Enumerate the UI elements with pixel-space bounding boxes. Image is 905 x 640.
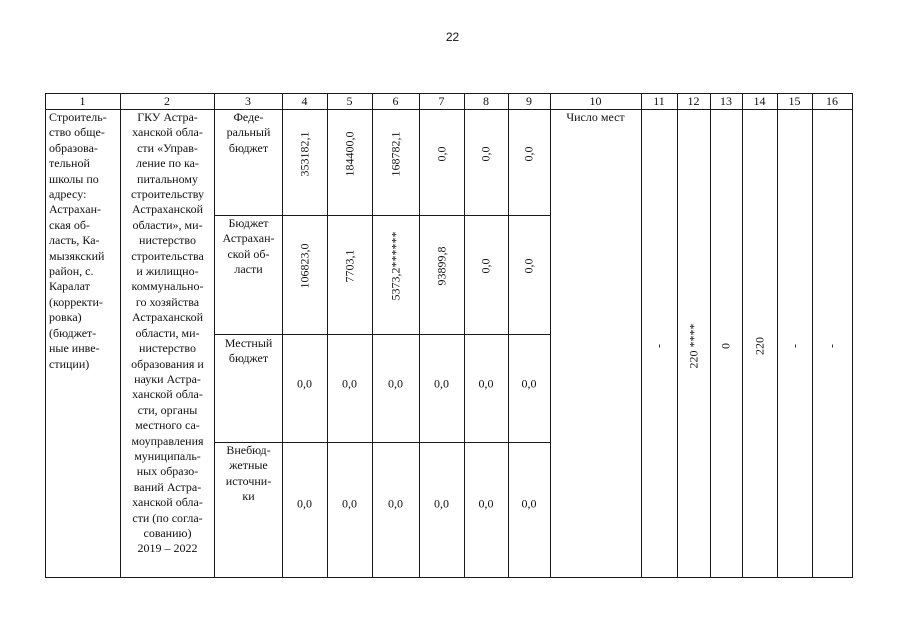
value-cell: 0,0 — [434, 146, 448, 162]
column-header: 3 — [245, 94, 251, 108]
value-cell: 0,0 — [521, 258, 536, 274]
source-regional: Бюджет Астрахан- ской об- ласти — [222, 216, 275, 277]
value-cell: 0,0 — [478, 496, 494, 511]
column-header: 16 — [826, 94, 838, 108]
value-cell: 0,0 — [297, 496, 312, 511]
value-cell: 0,0 — [521, 146, 536, 162]
executor-name: ГКУ Астра- ханской обла- сти «Управ- ление по ка- питальному строительству Астраханской области», ми- нистерство строительства и жилищно- коммунально- го хозяйства Астраханской области, ми- нистерство образования и науки Астра- ханской обла- сти, органы местного са- моуправления муниципаль- ных образо- ваний Астра- ханской обла- сти (по согла- сованию) 2019 – 2022 — [131, 110, 204, 556]
column-header: 7 — [438, 94, 445, 108]
value-cell: 0,0 — [434, 376, 449, 391]
column-header: 14 — [753, 94, 766, 108]
source-federal: Феде- ральный бюджет — [226, 110, 271, 155]
value-cell: 106823,0 — [297, 243, 311, 289]
value-cell: 0,0 — [297, 376, 312, 391]
col-border-12 — [710, 93, 711, 578]
value-cell: 353182,1 — [297, 131, 311, 177]
value-cell: 184400,0 — [342, 131, 356, 177]
page-number: 22 — [445, 30, 460, 44]
col-border-9 — [550, 93, 551, 578]
col-border-10 — [641, 93, 642, 578]
table-border-bottom — [45, 577, 853, 578]
row-separator-2 — [214, 334, 550, 335]
value-cell: 0,0 — [478, 376, 494, 391]
column-header: 12 — [687, 94, 700, 108]
col-border-11 — [677, 93, 678, 578]
value-cell: 0,0 — [342, 376, 357, 391]
value-cell: 168782,1 — [388, 131, 402, 177]
value-cell: 0,0 — [521, 496, 537, 511]
col-border-7 — [464, 93, 465, 578]
column-header: 2 — [164, 94, 170, 108]
indicator-value: 220 — [752, 337, 766, 355]
column-header: 15 — [788, 94, 801, 108]
value-cell: 0,0 — [434, 496, 449, 511]
source-local: Местный бюджет — [224, 336, 273, 366]
col-border-3 — [282, 93, 283, 578]
indicator-value: - — [824, 344, 839, 348]
value-cell: 5373,2****** — [388, 231, 402, 301]
col-border-8 — [508, 93, 509, 578]
value-cell: 0,0 — [388, 496, 403, 511]
col-border-14 — [777, 93, 778, 578]
indicator-value: - — [651, 344, 666, 348]
col-border-13 — [742, 93, 743, 578]
column-header: 11 — [653, 94, 665, 108]
column-header: 5 — [346, 94, 353, 108]
col-border-4 — [327, 93, 328, 578]
value-cell: 0,0 — [478, 146, 493, 162]
column-header: 10 — [589, 94, 602, 108]
value-cell: 7703,1 — [342, 249, 356, 283]
column-header: 1 — [79, 94, 86, 108]
col-border-15 — [812, 93, 813, 578]
col-border-5 — [372, 93, 373, 578]
column-header: 9 — [526, 94, 532, 108]
column-header: 13 — [720, 94, 732, 108]
indicator-value: 0 — [718, 343, 733, 349]
indicator-value: - — [787, 344, 801, 348]
value-cell: 0,0 — [388, 376, 403, 391]
value-cell: 0,0 — [521, 376, 537, 391]
value-cell: 0,0 — [478, 258, 493, 274]
column-header: 4 — [301, 94, 308, 108]
indicator-name: Число мест — [566, 110, 625, 124]
source-extrabudgetary: Внебюд- жетные источни- ки — [225, 443, 272, 504]
indicator-value: 220 **** — [686, 323, 700, 369]
col-border-6 — [419, 93, 420, 578]
project-name: Строитель- ство обще- образова- тельной школы по адресу: Астрахан- ская об- ласть, Ка- мызякский район, с. Каралат (корректи- ровка) (бюджет- ные инве- стиции) — [49, 110, 107, 371]
col-border-16 — [852, 93, 853, 578]
value-cell: 0,0 — [342, 496, 357, 511]
column-header: 8 — [483, 94, 489, 108]
column-header: 6 — [392, 94, 399, 108]
value-cell: 93899,8 — [434, 246, 448, 286]
